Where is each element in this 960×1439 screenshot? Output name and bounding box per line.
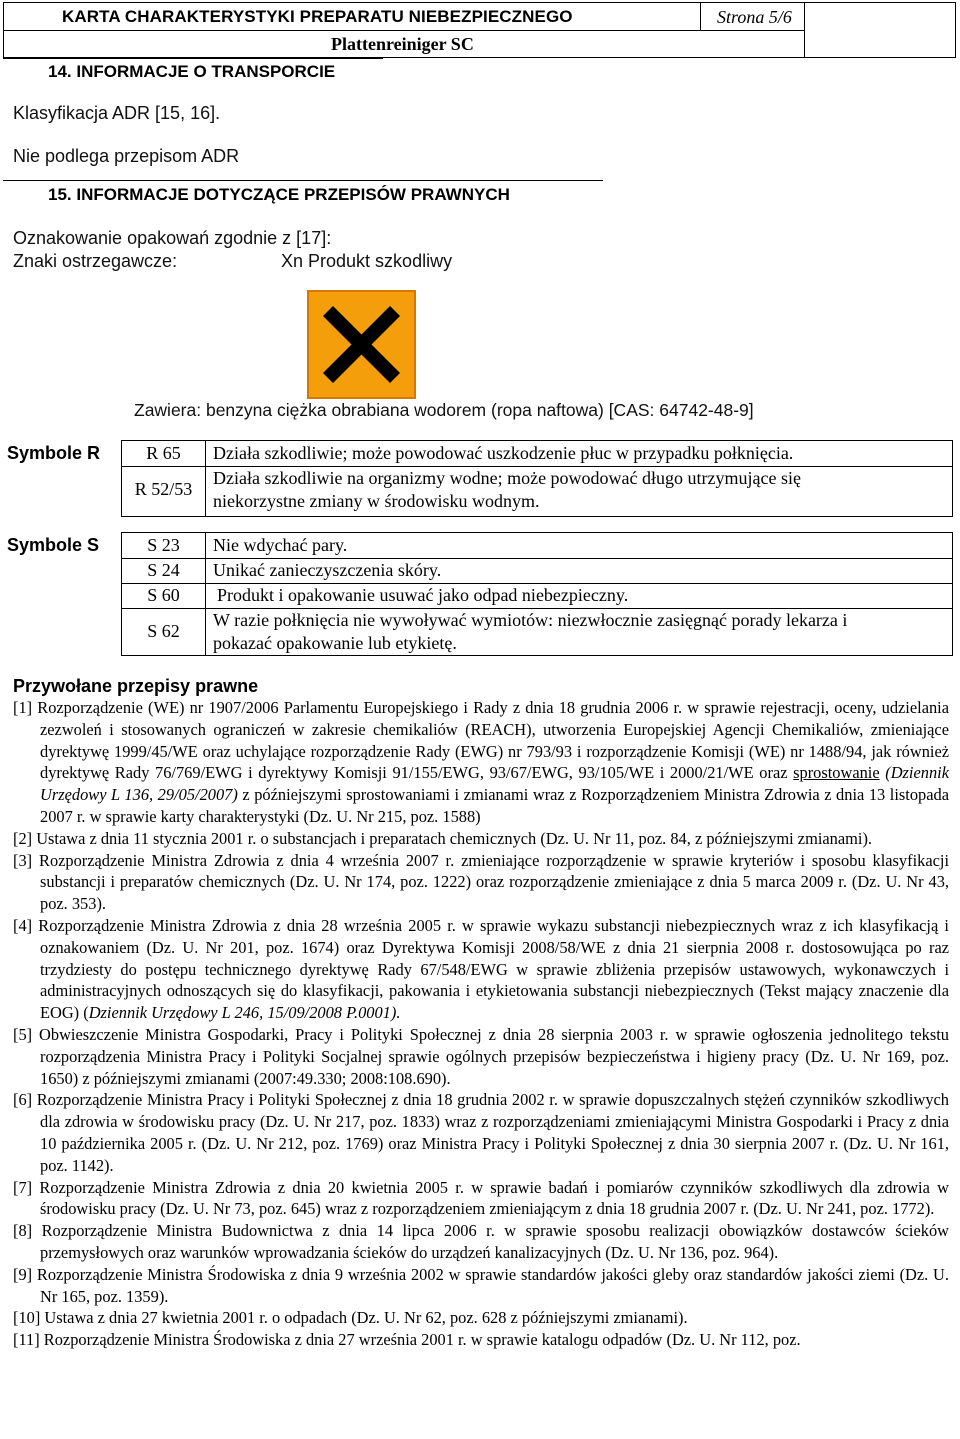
- section-15-title: 15. INFORMACJE DOTYCZĄCE PRZEPISÓW PRAWNYCH: [48, 185, 510, 204]
- reference-item: [6] Rozporządzenie Ministra Pracy i Polityki Społecznej z dnia 18 grudnia 2002 r. w sprawie dopuszczalnych stężeń czynników szkodliwych dla zdrowia w środowisku pracy (Dz. U. Nr 217, poz. 1833) wraz z rozporządzeniami zmieniającymi Ministra Gospodarki i Pracy z dnia 10 października 2005 r. (Dz. U. Nr 212, poz. 1769) oraz Ministra Pracy i Polityki Społecznej z dnia 30 sierpnia 2007 r. (Dz. U. Nr 161, poz. 1142).: [13, 1090, 949, 1175]
- references-title: Przywołane przepisy prawne: [13, 676, 259, 696]
- s-phrases-table: [121, 532, 953, 656]
- reference-item: [8] Rozporządzenie Ministra Budownictwa z dnia 14 lipca 2006 r. w sprawie sposobu realizacji obowiązków dostawców ścieków przemysłowych oraz warunków wprowadzania ścieków do urządzeń kanalizacyjnych (Dz. U. Nr 136, poz. 964).: [13, 1221, 949, 1262]
- s-phrase-text: Produkt i opakowanie usuwać jako odpad niebezpieczny.: [217, 585, 629, 605]
- s-phrase-code: S 23: [147, 535, 180, 555]
- page-number: Strona 5/6: [717, 7, 792, 27]
- warning-value: Xn Produkt szkodliwy: [281, 251, 453, 271]
- adr-status: Nie podlega przepisom ADR: [13, 146, 240, 166]
- reference-item: [4] Rozporządzenie Ministra Zdrowia z dnia 28 września 2005 r. w sprawie wykazu substancji niebezpiecznych wraz z ich klasyfikacją i oznakowaniem (Dz. U. Nr 201, poz. 1674) oraz Dyrektywa Komisji 2008/58/WE z dnia 21 sierpnia 2008 r. dostosowująca po raz trzydziesty do postępu technicznego dyrektywę Rady 67/548/EWG w sprawie zbliżenia przepisów ustawowych, wykonawczych i administracyjnych odnoszących się do klasyfikacji, pakowania i etykietowania substancji niebezpiecznych (Tekst mający znaczenie dla EOG) (Dziennik Urzędowy L 246, 15/09/2008 P.0001).: [13, 915, 949, 1023]
- labeling-text: Oznakowanie opakowań zgodnie z [17]:: [13, 228, 332, 248]
- document-title: KARTA CHARAKTERYSTYKI PREPARATU NIEBEZPIECZNEGO: [62, 7, 573, 26]
- document-header: [3, 2, 956, 58]
- r-phrase-text: Działa szkodliwie na organizmy wodne; może powodować długo utrzymujące się: [213, 468, 801, 488]
- r-phrase-code: R 52/53: [134, 479, 193, 499]
- r-phrases-label: Symbole R: [7, 443, 101, 463]
- r-phrase-code: R 65: [146, 443, 181, 463]
- s-phrase-code: S 24: [147, 560, 180, 580]
- r-phrase-text: Działa szkodliwie; może powodować uszkodzenie płuc w przypadku połknięcia.: [213, 443, 794, 463]
- reference-item: [11] Rozporządzenie Ministra Środowiska z dnia 27 września 2001 r. w sprawie katalogu odpadów (Dz. U. Nr 112, poz.: [13, 1330, 801, 1350]
- reference-item: [1] Rozporządzenie (WE) nr 1907/2006 Parlamentu Europejskiego i Rady z dnia 18 grudnia 2006 r. w sprawie rejestracji, oceny, udzielania zezwoleń i stosowanych ograniczeń w zakresie chemikaliów (REACH), utworzenia Europejskiej Agencji Chemikaliów, zmieniające dyrektywę 1999/45/WE oraz uchylające rozporządzenie Rady (EWG) nr 793/93 i rozporządzenie Komisji (WE) nr 1488/94, jak również dyrektywę Rady 76/769/EWG i dyrektywy Komisji 91/155/EWG, 93/67/EWG, 93/105/WE i 2000/21/WE oraz sprostowanie (Dziennik Urzędowy L 136, 29/05/2007) z późniejszymi sprostowaniami i zmianami wraz z Rozporządzeniem Ministra Zdrowia z dnia 13 listopada 2007 r. w sprawie karty charakterystyki (Dz. U. Nr 215, poz. 1588): [13, 698, 949, 826]
- s-phrase-text: pokazać opakowanie lub etykietę.: [213, 633, 457, 653]
- reference-item: [3] Rozporządzenie Ministra Zdrowia z dnia 4 września 2007 r. zmieniające rozporządzenie w sprawie kryteriów i sposobu klasyfikacji substancji i preparatów chemicznych (Dz. U. Nr 174, poz. 1222) oraz rozporządzenie zmieniające z dnia 5 marca 2009 r. (Dz. U. Nr 43, poz. 353).: [13, 850, 949, 914]
- s-phrase-text: Unikać zanieczyszczenia skóry.: [213, 560, 442, 580]
- s-phrase-text: Nie wdychać pary.: [213, 535, 348, 555]
- s-phrases-label: Symbole S: [7, 535, 100, 555]
- harmful-xn-cross-icon: [307, 290, 416, 399]
- r-phrases-table: [121, 440, 953, 517]
- references-list: [13, 697, 949, 1351]
- r-phrase-text: niekorzystne zmiany w środowisku wodnym.: [213, 491, 540, 511]
- s-phrase-code: S 60: [147, 585, 180, 605]
- adr-classification: Klasyfikacja ADR [15, 16].: [13, 103, 221, 123]
- s-phrase-text: W razie połknięcia nie wywoływać wymiotów: niezwłocznie zasięgnąć porady lekarza i: [213, 610, 848, 630]
- reference-item: [9] Rozporządzenie Ministra Środowiska z dnia 9 września 2002 w sprawie standardów jakości gleby oraz standardów jakości ziemi (Dz. U. Nr 165, poz. 1359).: [13, 1264, 949, 1306]
- section-14-title: 14. INFORMACJE O TRANSPORCIE: [48, 62, 336, 81]
- reference-item: [10] Ustawa z dnia 27 kwietnia 2001 r. o odpadach (Dz. U. Nr 62, poz. 628 z późniejszymi zmianami).: [13, 1308, 688, 1328]
- contains-text: Zawiera: benzyna ciężka obrabiana wodorem (ropa naftowa) [CAS: 64742-48-9]: [134, 400, 754, 420]
- reference-item: [5] Obwieszczenie Ministra Gospodarki, Pracy i Polityki Społecznej z dnia 28 sierpnia 2003 r. w sprawie ogłoszenia jednolitego tekstu rozporządzenia Ministra Pracy i Polityki Socjalnej sprawie ogólnych przepisów bezpieczeństwa i higieny pracy (Dz. U. Nr 169, poz. 1650) z późniejszymi zmianami (2007:49.330; 2008:108.690).: [13, 1024, 949, 1088]
- reference-item: [2] Ustawa z dnia 11 stycznia 2001 r. o substancjach i preparatach chemicznych (Dz. U. Nr 11, poz. 84, z późniejszymi zmianami).: [13, 828, 872, 848]
- product-name: Plattenreiniger SC: [331, 34, 474, 54]
- s-phrase-code: S 62: [147, 621, 180, 641]
- reference-item: [7] Rozporządzenie Ministra Zdrowia z dnia 20 kwietnia 2005 r. w sprawie badań i pomiarów czynników szkodliwych dla zdrowia w środowisku pracy (Dz. U. Nr 73, poz. 645) wraz z rozporządzeniem zmieniającym z dnia 18 grudnia 2007 r. (Dz. U. Nr 241, poz. 1772).: [13, 1177, 949, 1219]
- warning-label: Znaki ostrzegawcze:: [13, 251, 178, 271]
